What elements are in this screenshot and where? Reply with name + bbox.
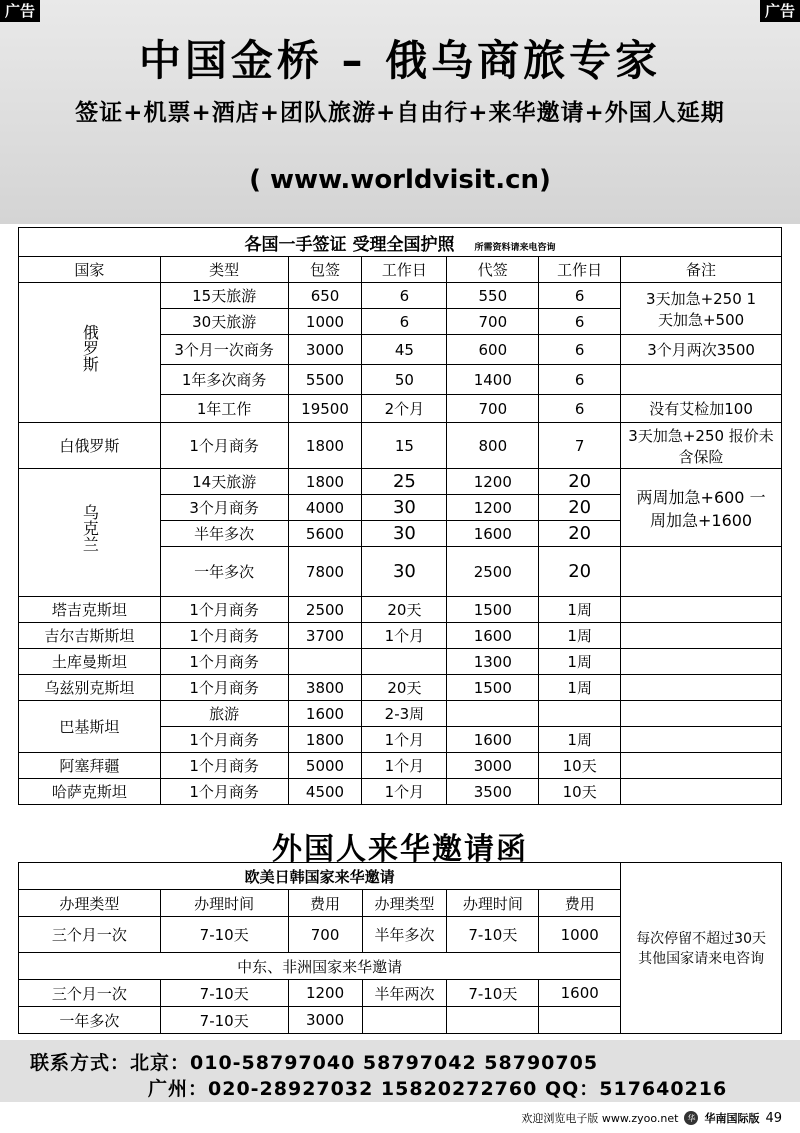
note-cell: 3个月两次3500 [621, 335, 782, 365]
table-row: 哈萨克斯坦 1个月商务 4500 1个月 3500 10天 [19, 779, 782, 805]
country-russia: 俄罗斯 [19, 283, 161, 423]
footer-edition: 华南国际版 [704, 1112, 760, 1125]
ad-tag-left: 广告 [0, 0, 40, 22]
invitation-title: 外国人来华邀请函 [272, 832, 528, 867]
table-row: 乌兹别克斯坦 1个月商务 3800 20天 1500 1周 [19, 675, 782, 701]
header-banner [0, 0, 800, 224]
visa-table-caption: 各国一手签证 受理全国护照 所需资料请来电咨询 [19, 228, 782, 257]
ad-tag-right: 广告 [760, 0, 800, 22]
table-row: 30天旅游 1000 6 700 6 [19, 309, 782, 335]
table-row: 1年多次商务 5500 50 1400 6 [19, 365, 782, 395]
table-row: 三个月一次 7-10天 1200 半年两次 7-10天 1600 [19, 980, 782, 1007]
visa-price-table [18, 227, 782, 805]
contact-guangzhou: 广州：020-28927032 15820272760 QQ：517640216 [148, 1078, 728, 1100]
caption-note: 所需资料请来电咨询 [474, 242, 556, 253]
table-row: 乌克兰 14天旅游 1800 25 1200 20 两周加急+600 一周加急+1600 [19, 469, 782, 495]
table-header-row: 办理类型 办理时间 费用 办理类型 办理时间 费用 [19, 890, 782, 917]
table-row: 巴基斯坦 旅游 1600 2-3周 [19, 701, 782, 727]
table-header-row: 国家 类型 包签 工作日 代签 工作日 备注 [19, 257, 782, 283]
table-row: 俄罗斯 15天旅游 650 6 550 6 3天加急+250 1天加急+500 [19, 283, 782, 309]
table-row: 一年多次 7800 30 2500 20 [19, 547, 782, 597]
website-url[interactable]: ( www.worldvisit.cn) [249, 165, 551, 195]
contact-beijing: 联系方式：北京：010-58797040 58797042 58790705 [30, 1052, 599, 1074]
invitation-side-note: 每次停留不超过30天 其他国家请来电咨询 [621, 863, 782, 1034]
note-cell: 没有艾检加100 [621, 395, 782, 423]
table-row: 吉尔吉斯斯坦 1个月商务 3700 1个月 1600 1周 [19, 623, 782, 649]
table-row: 1年工作 19500 2个月 700 6 没有艾检加100 [19, 395, 782, 423]
table-row: 3个月商务 4000 30 1200 20 [19, 495, 782, 521]
note-cell: 3天加急+250 1天加急+500 [621, 283, 782, 335]
footer-text: 欢迎浏览电子版 www.zyoo.net [521, 1112, 679, 1125]
publication-logo-icon: 华 [684, 1111, 698, 1125]
group-title-mideast-africa: 中东、非洲国家来华邀请 [19, 953, 621, 980]
table-row: 半年多次 5600 30 1600 20 [19, 521, 782, 547]
table-row: 三个月一次 7-10天 700 半年多次 7-10天 1000 [19, 917, 782, 953]
table-row: 白俄罗斯 1个月商务 1800 15 800 7 3天加急+250 报价未含保险 [19, 423, 782, 469]
group-title-western: 欧美日韩国家来华邀请 [19, 863, 621, 890]
table-row: 阿塞拜疆 1个月商务 5000 1个月 3000 10天 [19, 753, 782, 779]
table-row: 1个月商务 1800 1个月 1600 1周 [19, 727, 782, 753]
table-row: 塔吉克斯坦 1个月商务 2500 20天 1500 1周 [19, 597, 782, 623]
invitation-table [18, 862, 782, 1034]
note-cell: 3天加急+250 报价未含保险 [621, 423, 782, 469]
table-row: 土库曼斯坦 1个月商务 1300 1周 [19, 649, 782, 675]
note-cell: 两周加急+600 一周加急+1600 [621, 469, 782, 547]
country-pakistan: 巴基斯坦 [19, 701, 161, 753]
contact-bar [0, 1040, 800, 1102]
table-row: 3个月一次商务 3000 45 600 6 3个月两次3500 [19, 335, 782, 365]
page-number: 49 [765, 1110, 782, 1126]
header-subtitle: 签证+机票+酒店+团队旅游+自由行+来华邀请+外国人延期 [75, 100, 725, 126]
country-ukraine: 乌克兰 [19, 469, 161, 597]
page-footer [521, 1110, 782, 1126]
table-row: 一年多次 7-10天 3000 [19, 1007, 782, 1034]
header-title: 中国金桥 – 俄乌商旅专家 [138, 36, 662, 85]
